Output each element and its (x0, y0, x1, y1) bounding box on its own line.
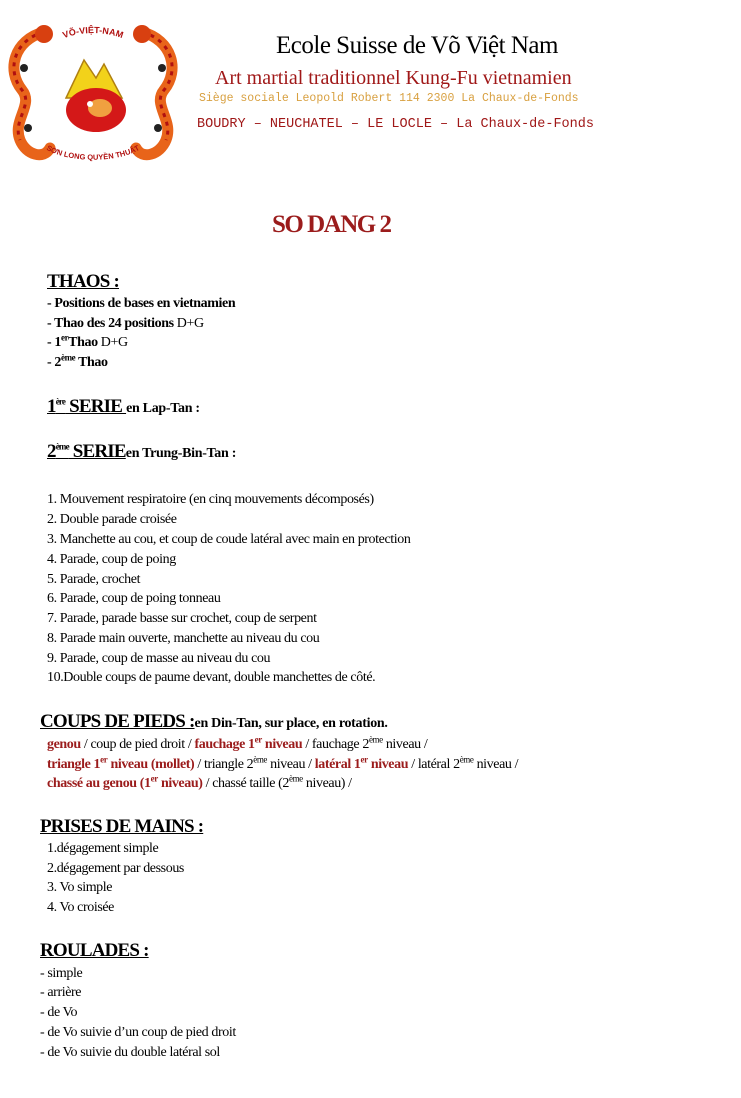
serie2-heading: 2ème SERIEen Trung-Bin-Tan : (47, 441, 237, 462)
serie2-item: 10.Double coups de paume devant, double manchettes de côté. (47, 670, 376, 685)
serie2-item: 8. Parade main ouverte, manchette au niveau du cou (47, 631, 320, 646)
serie2-item: 3. Manchette au cou, et coup de coude latéral avec main en protection (47, 532, 411, 547)
coups-line: triangle 1er niveau (mollet) / triangle 2ème niveau / latéral 1er niveau / latéral 2ème niveau / (47, 754, 519, 772)
roulades-item: - de Vo suivie du double latéral sol (40, 1045, 220, 1060)
serie2-item: 2. Double parade croisée (47, 512, 177, 527)
logo-bottom-text: SƠN LONG QUYỀN THUẬT (45, 143, 141, 162)
thaos-item: - 2ème Thao (47, 352, 108, 370)
coups-line: genou / coup de pied droit / fauchage 1er niveau / fauchage 2ème niveau / (47, 734, 428, 752)
prises-item: 2.dégagement par dessous (47, 861, 184, 876)
serie2-item: 6. Parade, coup de poing tonneau (47, 591, 221, 606)
roulades-heading: ROULADES : (40, 940, 149, 961)
prises-heading: PRISES DE MAINS : (40, 816, 204, 837)
svg-text:VÕ-VIỆT-NAM (61, 24, 124, 40)
thaos-item: - Thao des 24 positions D+G (47, 316, 204, 331)
school-subtitle: Art martial traditionnel Kung-Fu vietnamien (215, 67, 572, 89)
school-logo (4, 20, 182, 168)
serie1-heading: 1ère SERIE en Lap-Tan : (47, 396, 200, 417)
roulades-item: - simple (40, 966, 83, 981)
thaos-item: - 1erThao D+G (47, 332, 128, 350)
document-title: SO DANG 2 (272, 211, 391, 238)
prises-item: 3. Vo simple (47, 880, 113, 895)
right-dragon-shape (136, 32, 172, 155)
thaos-heading: THAOS : (47, 271, 119, 292)
serie2-item: 9. Parade, coup de masse au niveau du cou (47, 651, 271, 666)
serie2-item: 5. Parade, crochet (47, 572, 141, 587)
serie2-item: 4. Parade, coup de poing (47, 552, 176, 567)
school-cities: BOUDRY – NEUCHATEL – LE LOCLE – La Chaux-de-Fonds (197, 117, 594, 132)
thaos-item: - Positions de bases en vietnamien (47, 296, 236, 311)
serie2-item: 7. Parade, parade basse sur crochet, coup de serpent (47, 611, 317, 626)
logo-top-text: VÕ-VIỆT-NAM (61, 25, 125, 41)
school-address: Siège sociale Leopold Robert 114 2300 La Chaux-de-Fonds (199, 92, 579, 105)
coups-line: chassé au genou (1er niveau) / chassé taille (2ème niveau) / (47, 773, 352, 791)
roulades-item: - de Vo (40, 1005, 78, 1020)
prises-item: 4. Vo croisée (47, 900, 114, 915)
left-dragon-shape (14, 32, 50, 155)
coups-heading: COUPS DE PIEDS :en Din-Tan, sur place, en rotation. (40, 711, 388, 732)
prises-item: 1.dégagement simple (47, 841, 159, 856)
svg-text:SƠN LONG QUYỀN THUẬT (45, 143, 141, 162)
roulades-item: - arrière (40, 985, 82, 1000)
roulades-item: - de Vo suivie d’un coup de pied droit (40, 1025, 236, 1040)
serie2-item: 1. Mouvement respiratoire (en cinq mouvements décomposés) (47, 492, 374, 507)
school-name: Ecole Suisse de Võ Việt Nam (276, 32, 558, 59)
